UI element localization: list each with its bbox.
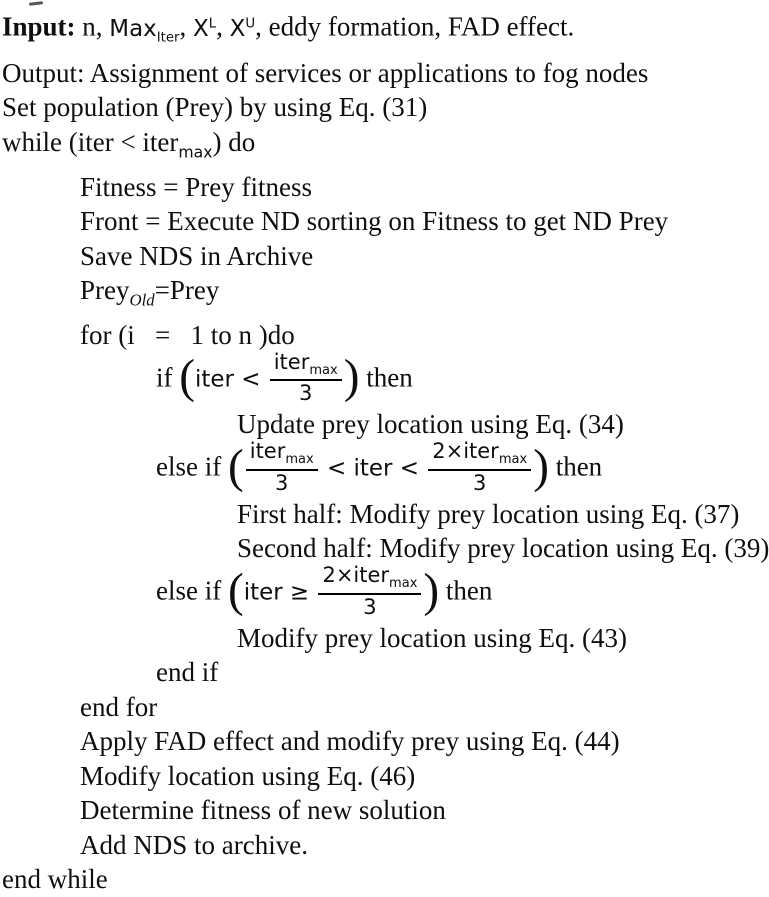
line-if (0, 349, 750, 408)
big-paren-close: ) (533, 440, 549, 493)
line-first-half: First half: Modify prey location using Eq. (37) (237, 498, 740, 529)
fraction-denominator: 3 (363, 594, 377, 619)
subscript-iter: Iter (156, 30, 180, 46)
subscript-old: Old (129, 290, 155, 310)
input-text-4: , eddy formation, FAD effect. (255, 11, 575, 42)
subscript-max: max (498, 452, 528, 468)
fraction-numerator: iter$_{max}$ (246, 439, 318, 471)
big-paren-close: ) (423, 564, 440, 617)
line-front: Front = Execute ND sorting on Fitness to get ND Prey (80, 206, 669, 237)
subscript-max: max (309, 362, 338, 378)
else-if-keyword: else if (156, 575, 228, 606)
superscript-l: L (208, 16, 217, 31)
line-save-nds: Save NDS in Archive (80, 240, 314, 271)
line-output: Output: Assignment of services or applications to fog nodes (2, 57, 649, 88)
line-else-if-1 (0, 438, 750, 497)
line-end-while: end while (2, 864, 108, 895)
fraction-numerator: 2×iter$_{max}$ (428, 439, 531, 471)
else-if-2-condition: iter ≥ (243, 579, 317, 606)
line-modify-43: Modify prey location using Eq. (43) (237, 622, 627, 653)
big-paren-open: ( (227, 564, 244, 617)
else-if-keyword: else if (156, 451, 228, 482)
x-upper-bound-symbol: $X^U$ (229, 15, 256, 42)
input-text-1: n, (75, 11, 110, 42)
line-apply-fad: Apply FAD effect and modify prey using Eq. (44) (80, 726, 620, 757)
then-keyword: then (359, 362, 413, 393)
then-keyword: then (548, 451, 603, 482)
line-update-prey: Update prey location using Eq. (34) (237, 409, 624, 440)
input-text-2: , (179, 11, 194, 42)
fraction-2x-itermax-over-3 (316, 563, 423, 618)
x-lower-bound-symbol: $X^L$ (193, 15, 217, 42)
fraction-itermax-over-3 (244, 439, 320, 494)
big-paren-open: ( (227, 440, 244, 493)
big-paren-open: ( (179, 351, 195, 404)
line-determine-fitness: Determine fitness of new solution (80, 795, 446, 826)
then-keyword: then (439, 575, 493, 606)
line-add-nds: Add NDS to archive. (80, 829, 308, 860)
big-paren-close: ) (343, 351, 360, 404)
line-else-if-2 (0, 562, 750, 621)
line-end-for: end for (80, 691, 158, 722)
line-modify-46: Modify location using Eq. (46) (80, 760, 416, 791)
if-condition: iter < (195, 366, 268, 393)
else-if-1-middle: < iter < (319, 455, 427, 482)
fraction-numerator: 2×iter$_{max}$ (318, 563, 421, 595)
fraction-itermax-over-3 (268, 350, 344, 405)
fraction-denominator: 3 (473, 470, 487, 495)
line-prey-old: Prey$_{Old}$=Prey (80, 275, 220, 310)
subscript-max: max (178, 142, 213, 162)
line-end-if: end if (156, 657, 219, 688)
subscript-max: max (285, 452, 314, 468)
input-text-3: , (216, 11, 230, 42)
input-label: Input: (2, 11, 76, 42)
line-set-population: Set population (Prey) by using Eq. (31) (2, 92, 428, 123)
line-fitness: Fitness = Prey fitness (80, 171, 312, 202)
max-iter-symbol: Max$_{Iter}$ (109, 15, 180, 46)
fraction-numerator: iter$_{max}$ (270, 350, 342, 382)
fraction-denominator: 3 (275, 470, 289, 495)
subscript-max: max (389, 575, 418, 591)
line-input (0, 7, 750, 56)
fraction-denominator: 3 (299, 381, 313, 406)
line-while: while (iter < iter$_{max}$) do (2, 126, 256, 162)
crop-artifact-mark (29, 1, 43, 5)
superscript-u: U (245, 16, 256, 31)
line-for: for (i = 1 to n )do (80, 320, 295, 350)
fraction-2x-itermax-over-3 (426, 439, 533, 494)
line-second-half: Second half: Modify prey location using Eq. (39) (237, 533, 769, 564)
if-keyword: if (156, 362, 180, 393)
